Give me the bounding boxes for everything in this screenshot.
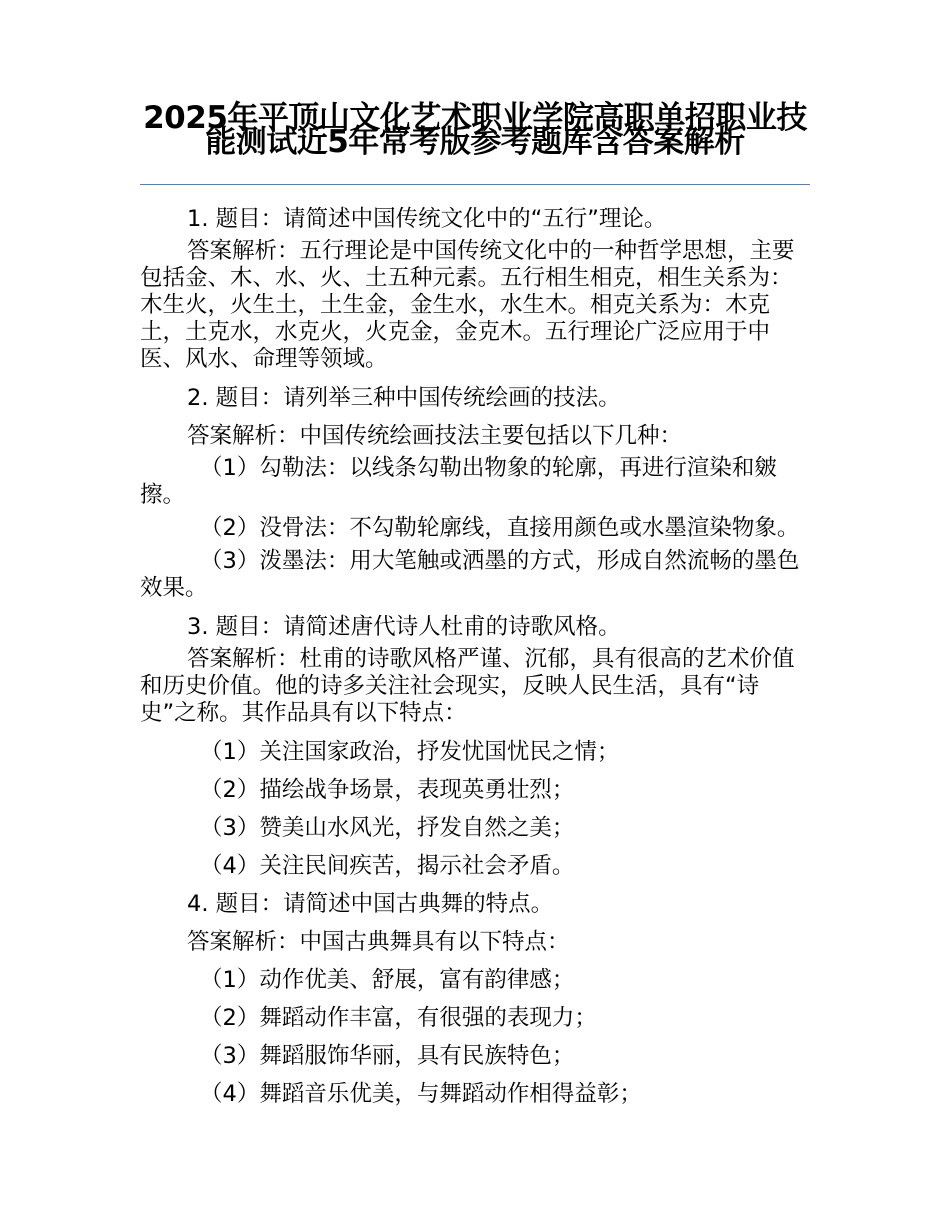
answer-2: 答案解析：中国传统绘画技法主要包括以下几种： [187,423,683,449]
answer-4-item-4: （4）舞蹈音乐优美，与舞蹈动作相得益彰； [200,1081,642,1107]
answer-3: 答案解析：杜甫的诗歌风格严谨、沉郁，具有很高的艺术价值和历史价值。他的诗多关注社会现实，反映人民生活，具有“诗史”之称。其作品具有以下特点： [140,646,795,726]
answer-4-item-2: （2）舞蹈动作丰富，有很强的表现力； [200,1005,597,1031]
question-1: 1. 题目：请简述中国传统文化中的“五行”理论。 [187,206,667,232]
answer-4-item-1: （1）动作优美、舒展，富有韵律感； [200,967,575,993]
document-body [140,200,810,1113]
answer-3-item-3: （3）赞美山水风光，抒发自然之美； [200,815,575,841]
question-2: 2. 题目：请列举三种中国传统绘画的技法。 [187,385,621,411]
answer-1: 答案解析：五行理论是中国传统文化中的一种哲学思想，主要包括金、木、水、火、土五种元素。五行相生相克，相生关系为：木生火，火生土，土生金，金生水，水生木。相克关系为：木克土，土克水，水克火，火克金，金克木。五行理论广泛应用于中医、风水、命理等领域。 [140,238,795,372]
answer-2-item-2: （2）没骨法：不勾勒轮廓线，直接用颜色或水墨渲染物象。 [200,515,800,541]
question-4: 4. 题目：请简述中国古典舞的特点。 [187,891,554,917]
title-divider [140,184,810,185]
answer-2-item-3: （3）泼墨法：用大笔触或洒墨的方式，形成自然流畅的墨色效果。 [140,548,800,601]
answer-3-item-2: （2）描绘战争场景，表现英勇壮烈； [200,777,575,803]
document-title: 2025年平顶山文化艺术职业学院高职单招职业技能测试近5年常考版参考题库含答案解析 [143,100,807,160]
answer-3-item-4: （4）关注民间疾苦，揭示社会矛盾。 [200,853,575,879]
answer-4: 答案解析：中国古典舞具有以下特点： [187,929,570,955]
answer-3-item-1: （1）关注国家政治，抒发忧国忧民之情； [200,739,620,765]
answer-4-item-3: （3）舞蹈服饰华丽，具有民族特色； [200,1043,575,1069]
question-3: 3. 题目：请简述唐代诗人杜甫的诗歌风格。 [187,614,621,640]
answer-2-item-1: （1）勾勒法：以线条勾勒出物象的轮廓，再进行渲染和皴擦。 [140,455,777,508]
